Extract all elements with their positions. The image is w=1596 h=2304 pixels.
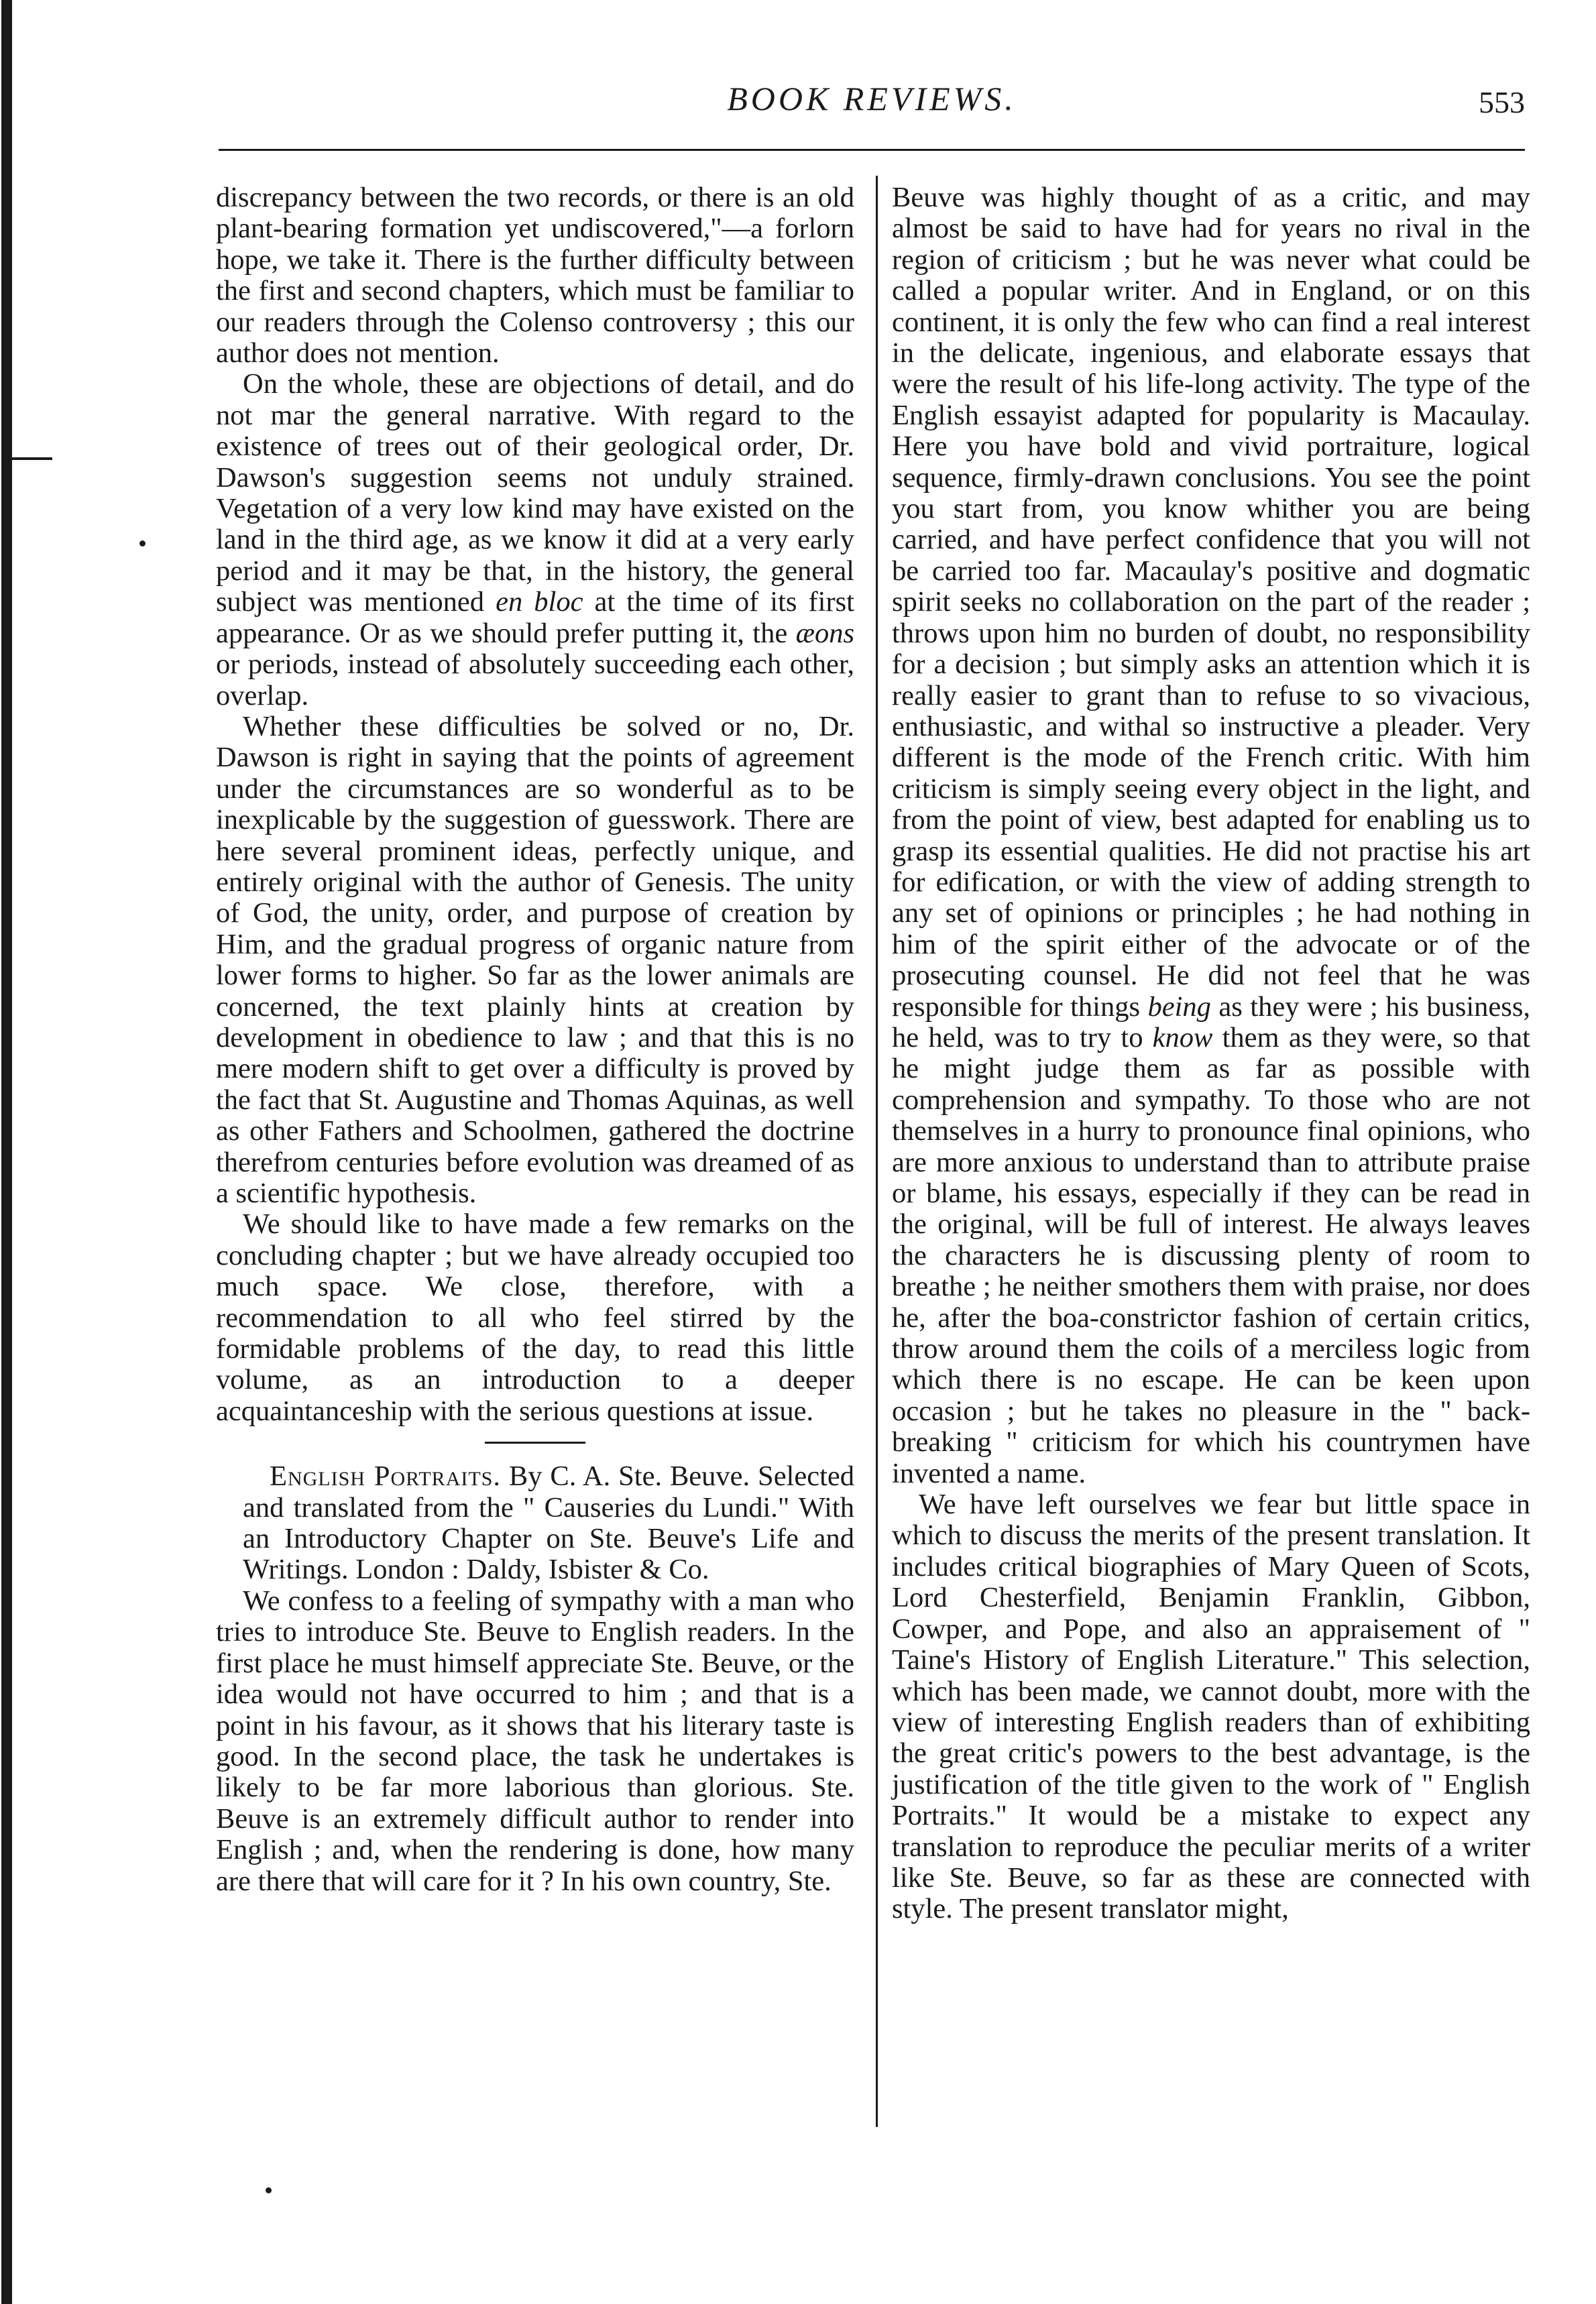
page-number: 553 [1479, 85, 1525, 119]
text-run: as they were ; his business, he held, was to try to [892, 990, 1530, 1053]
review-title: English Portraits. [270, 1460, 501, 1493]
paragraph [216, 369, 854, 711]
text-run: them as they were, so that he might judge them as far as possible with comprehension and sympathy. To those who are not themselves in a hurry to pronounce final opinions, who are more anxious to understand than to attribute praise or blame, his essays, especially if they can be read in the original, will be full of interest. He always leaves the characters he is discussing plenty of room to breathe ; he neither smothers them with praise, nor does he, after the boa-constrictor fashion of certain critics, throw around them the coils of a merciless logic from which there is no escape. He can be keen upon occasion ; but he takes no pleasure in the " back-breaking " criticism for which his countrymen have invented a name. [892, 1021, 1530, 1489]
margin-mark [12, 457, 52, 460]
margin-dot [139, 540, 146, 546]
paragraph: discrepancy between the two records, or there is an old plant-bearing formation yet undiscovered,"—a forlorn hope, we take it. There is the further difficulty between the first and second chapters, which must be familiar to our readers through the Colenso controversy ; this our author does not mention. [216, 182, 854, 369]
paragraph: We have left ourselves we fear but little space in which to discuss the merits of the present translation. It includes critical biographies of Mary Queen of Scots, Lord Chesterfield, Benjamin Franklin, Gibbon, Cowper, and Pope, and also an appraisement of " Taine's History of English Literature." This selection, which has been made, we cannot doubt, more with the view of interesting English readers than of exhibiting the great critic's powers to the best advantage, is the justification of the title given to the work of " English Portraits." It would be a mistake to expect any translation to reproduce the peculiar merits of a writer like Ste. Beuve, so far as these are connected with style. The present translator might, [892, 1489, 1530, 1925]
paragraph: Whether these difficulties be solved or no, Dr. Dawson is right in saying that the points of agreement under the circumstances are so wonderful as to be inexplicable by the suggestion of guesswork. There are here several prominent ideas, perfectly unique, and entirely original with the author of Genesis. The unity of God, the unity, order, and purpose of creation by Him, and the gradual progress of organic nature from lower forms to higher. So far as the lower animals are concerned, the text plainly hints at creation by development in obedience to law ; and that this is no mere modern shift to get over a difficulty is proved by the fact that St. Augustine and Thomas Aquinas, as well as other Fathers and Schoolmen, gathered the doctrine therefrom centuries before evolution was dreamed of as a scientific hypothesis. [216, 710, 854, 1209]
left-column [216, 182, 854, 1897]
paragraph: We should like to have made a few remarks on the concluding chapter ; but we have already occupied too much space. We close, therefore, with a recommendation to all who feel stirred by the formidable problems of the day, to read this little volume, as an introduction to a deeper acquaintanceship with the serious questions at issue. [216, 1208, 854, 1427]
italic-phrase: æons [795, 617, 854, 649]
paragraph [892, 182, 1530, 1489]
text-run: or periods, instead of absolutely succeeding each other, overlap. [216, 648, 854, 711]
margin-dot [266, 2187, 272, 2193]
italic-phrase: being [1147, 990, 1211, 1023]
review-details: By C. A. Ste. Beuve. Selected and translated from the " Causeries du Lundi." With an Introductory Chapter on Ste. Beuve's Life and Writings. London : Daldy, Isbister & Co. [243, 1460, 855, 1586]
header-rule [219, 149, 1525, 151]
text-run: Beuve was highly thought of as a critic, and may almost be said to have had for years no rival in the region of criticism ; but he was never what could be called a popular writer. And in England, or on this continent, it is only the few who can find a real interest in the delicate, ingenious, and elaborate essays that were the result of his life-long activity. The type of the English essayist adapted for popularity is Macaulay. Here you have bold and vivid portraiture, logical sequence, firmly-drawn conclusions. You see the point you start from, you know whither you are being carried, and have perfect confidence that you will not be carried too far. Macaulay's positive and dogmatic spirit seeks no collaboration on the part of the reader ; throws upon him no burden of doubt, no responsibility for a decision ; but simply asks an attention which it is really easier to grant than to refuse to so vivacious, enthusiastic, and withal so instructive a pleader. Very different is the mode of the French critic. With him criticism is simply seeing every object in the light, and from the point of view, best adapted for enabling us to grasp its essential qualities. He did not practise his art for edification, or with the view of adding strength to any set of opinions or principles ; he had nothing in him of the spirit either of the advocate or of the prosecuting counsel. He did not feel that he was responsible for things [892, 182, 1530, 1023]
binding-edge [1, 0, 12, 2304]
review-heading [216, 1461, 854, 1586]
italic-phrase: know [1152, 1021, 1213, 1053]
section-separator [485, 1442, 585, 1444]
italic-phrase: en bloc [496, 586, 583, 618]
text-run: at the time of its first appearance. Or as we should prefer putting it, the [216, 586, 854, 649]
text-run: On the whole, these are objections of detail, and do not mar the general narrative. With regard to the existence of trees out of their geological order, Dr. Dawson's suggestion seems not unduly strained. Vegetation of a very low kind may have existed on the land in the third age, as we know it did at a very early period and it may be that, in the history, the general subject was mentioned [216, 368, 854, 618]
running-title: BOOK REVIEWS. [727, 80, 1017, 117]
right-column [892, 182, 1530, 1925]
paragraph: We confess to a feeling of sympathy with a man who tries to introduce Ste. Beuve to English readers. In the first place he must himself appreciate Ste. Beuve, or the idea would not have occurred to him ; and that is a point in his favour, as it shows that his literary taste is good. In the second place, the task he undertakes is likely to be far more laborious than glorious. Ste. Beuve is an extremely difficult author to render into English ; and, when the rendering is done, how many are there that will care for it ? In his own country, Ste. [216, 1585, 854, 1897]
page-header [219, 79, 1525, 153]
column-rule [876, 176, 878, 2127]
